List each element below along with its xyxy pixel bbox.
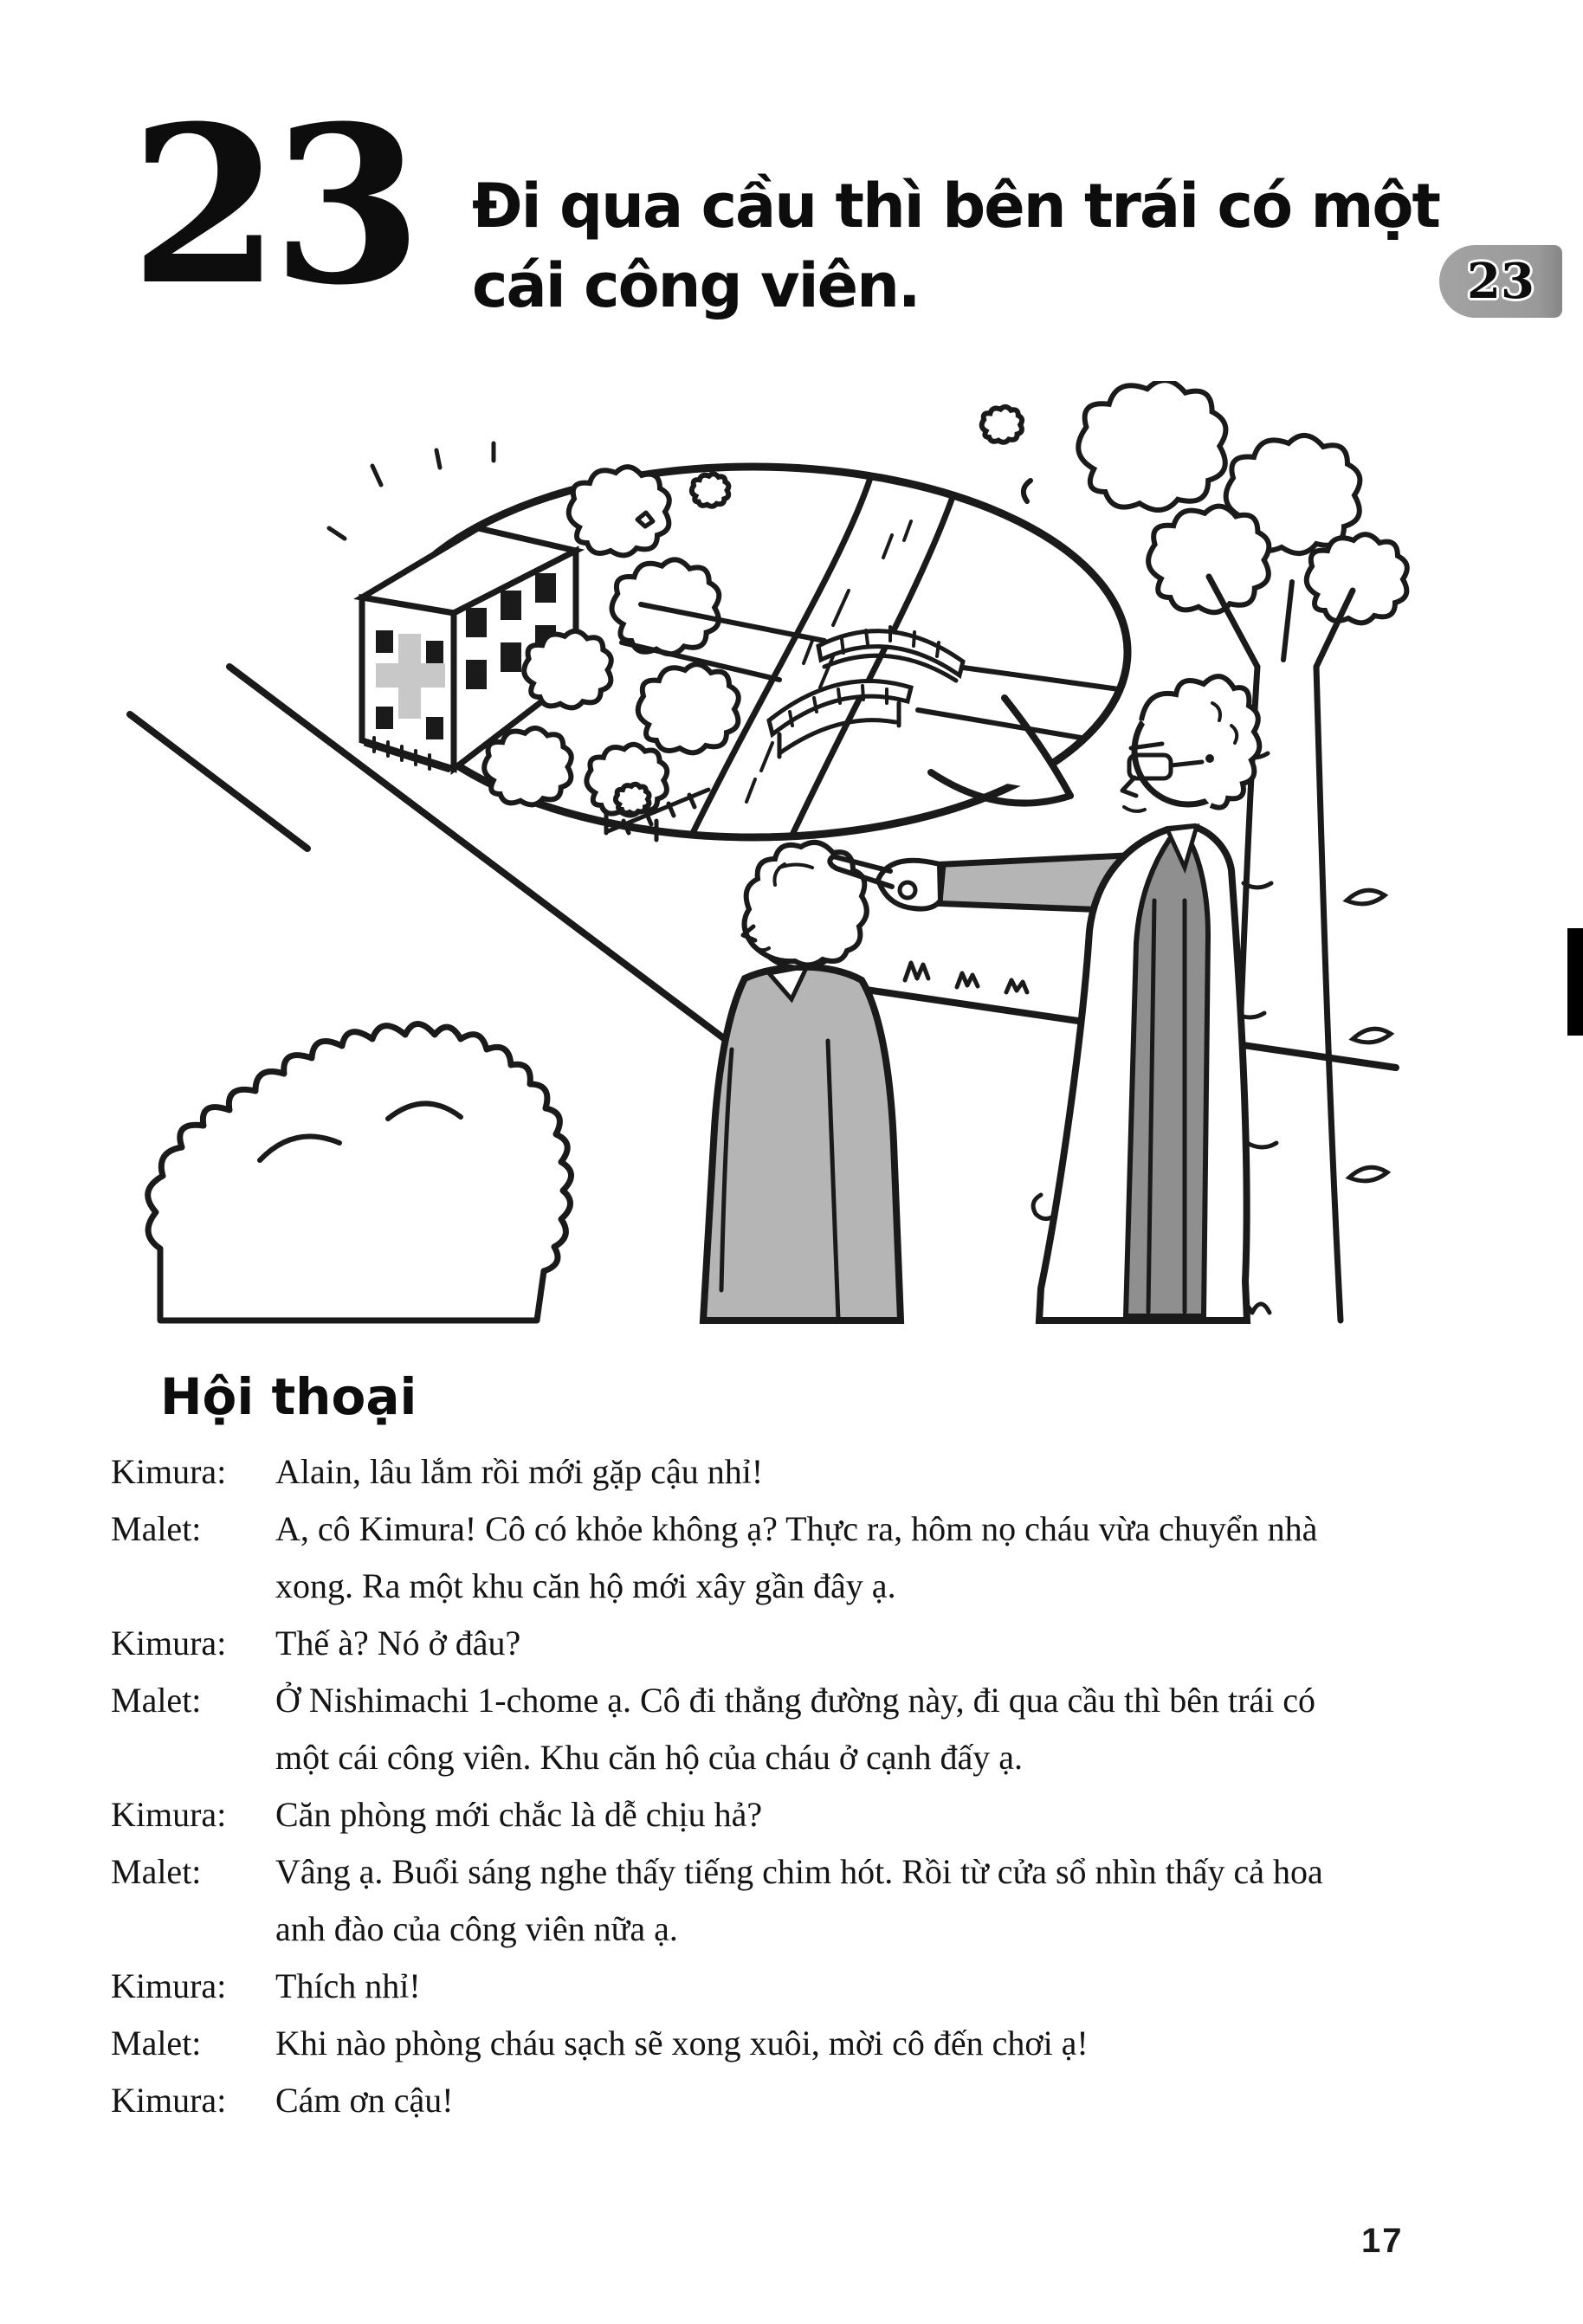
dialogue-row (111, 1615, 1368, 1672)
lesson-tab-badge: 23 (1439, 245, 1562, 318)
dialogue-text: Khi nào phòng cháu sạch sẽ xong xuôi, mời cô đến chơi ạ! (275, 2024, 1089, 2063)
dialogue-speaker: Malet: (111, 1509, 202, 1548)
dialogue-speaker: Kimura: (111, 1795, 227, 1834)
bush (148, 1024, 572, 1321)
dialogue-row (111, 1443, 1368, 1501)
dialogue-row (111, 1786, 1368, 1843)
dialogue-text: Thích nhỉ! (275, 1966, 421, 2005)
dialogue-text: Căn phòng mới chắc là dễ chịu hả? (275, 1795, 763, 1834)
dialogue-speaker: Kimura: (111, 1452, 227, 1491)
grass-tufts (905, 963, 1027, 992)
dialogue-text: Thế à? Nó ở đâu? (275, 1624, 521, 1662)
dialogue-speaker: Kimura: (111, 1624, 227, 1662)
dialogue-speaker: Malet: (111, 1852, 202, 1891)
dialogue-text: A, cô Kimura! Cô có khỏe không ạ? Thực ra, hôm nọ cháu vừa chuyển nhà xong. Ra một khu căn hộ mới xây gần đây ạ. (275, 1509, 1318, 1605)
page-number: 17 (1361, 2222, 1404, 2260)
dialogue-speaker: Kimura: (111, 2081, 227, 2120)
page-edge-mark (1567, 928, 1583, 1036)
lesson-number: 23 (130, 78, 414, 332)
woman-figure (703, 842, 901, 1320)
dialogue-text: Vâng ạ. Buổi sáng nghe thấy tiếng chim hót. Rồi từ cửa sổ nhìn thấy cả hoa anh đào của công viên nữa ạ. (275, 1852, 1323, 1948)
dialogue-row (111, 1501, 1368, 1615)
illustration (87, 381, 1489, 1333)
dialogue-row (111, 1958, 1368, 2015)
dialogue-heading: Hội thoại (160, 1367, 417, 1426)
dialogue-row (111, 1672, 1368, 1786)
dialogue-speaker: Kimura: (111, 1966, 227, 2005)
speech-bubble (329, 443, 1127, 840)
dialogue-row (111, 2015, 1368, 2072)
dialogue-row (111, 2072, 1368, 2129)
dialogue-speaker: Malet: (111, 2024, 202, 2063)
man-vest (1126, 838, 1208, 1316)
man-left-hand (1033, 1195, 1055, 1219)
dialogue-text: Alain, lâu lắm rồi mới gặp cậu nhỉ! (275, 1452, 764, 1491)
lesson-title (472, 166, 1439, 326)
dialogue-text: Cám ơn cậu! (275, 2081, 454, 2120)
lesson-title-line2: cái công viên. (472, 250, 920, 321)
dialogue-section (111, 1443, 1368, 2129)
dialogue-row (111, 1843, 1368, 1958)
dialogue-speaker: Malet: (111, 1681, 202, 1720)
dialogue-text: Ở Nishimachi 1-chome ạ. Cô đi thẳng đường này, đi qua cầu thì bên trái có một cái công viên. Khu căn hộ của cháu ở cạnh đấy ạ. (275, 1681, 1316, 1777)
lesson-title-line1: Đi qua cầu thì bên trái có một (472, 171, 1439, 242)
